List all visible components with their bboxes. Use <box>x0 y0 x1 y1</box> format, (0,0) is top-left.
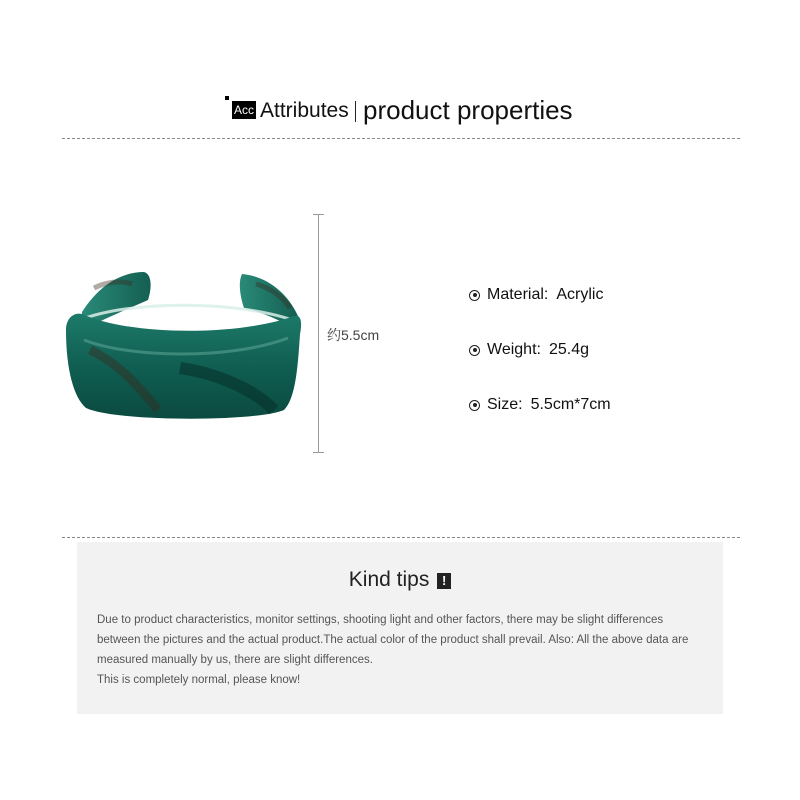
spec-value: Acrylic <box>556 286 604 303</box>
bullet-icon <box>469 400 480 411</box>
bullet-icon <box>469 290 480 301</box>
kind-tips-box <box>77 542 723 714</box>
spec-value: 5.5cm*7cm <box>530 396 611 413</box>
spec-label: Material: <box>487 286 549 303</box>
dimension-cap-top <box>313 214 324 215</box>
dimension-cap-bottom <box>313 452 324 453</box>
header-attributes-label: Attributes <box>260 99 349 122</box>
bullet-icon <box>469 345 480 356</box>
spec-material <box>469 284 603 306</box>
header-separator <box>355 101 356 122</box>
dimension-line <box>318 214 319 452</box>
warning-icon: ! <box>437 573 451 589</box>
spec-weight <box>469 339 589 361</box>
spec-label: Size: <box>487 396 523 413</box>
spec-label: Weight: <box>487 341 541 358</box>
kind-tips-text <box>97 610 709 690</box>
spec-value: 25.4g <box>548 341 589 358</box>
header-badge: Acc <box>234 103 255 117</box>
tips-paragraph: This is completely normal, please know! <box>97 674 301 686</box>
spec-size <box>469 394 611 416</box>
dimension-label: 约5.5cm <box>327 327 380 343</box>
kind-tips-title-text: Kind tips <box>348 568 430 591</box>
page-title: product properties <box>363 95 573 125</box>
top-divider <box>62 138 740 139</box>
bracelet-product-image <box>60 260 308 428</box>
header-marker <box>225 96 229 100</box>
bottom-divider <box>62 537 740 538</box>
tips-paragraph: Due to product characteristics, monitor settings, shooting light and other factors, there may be slight differences between the pictures and the actual product.The actual color of the product shall prevail. Also: All the above data are measured manually by us, there are slight differences. <box>97 614 689 666</box>
kind-tips-title <box>77 568 723 592</box>
